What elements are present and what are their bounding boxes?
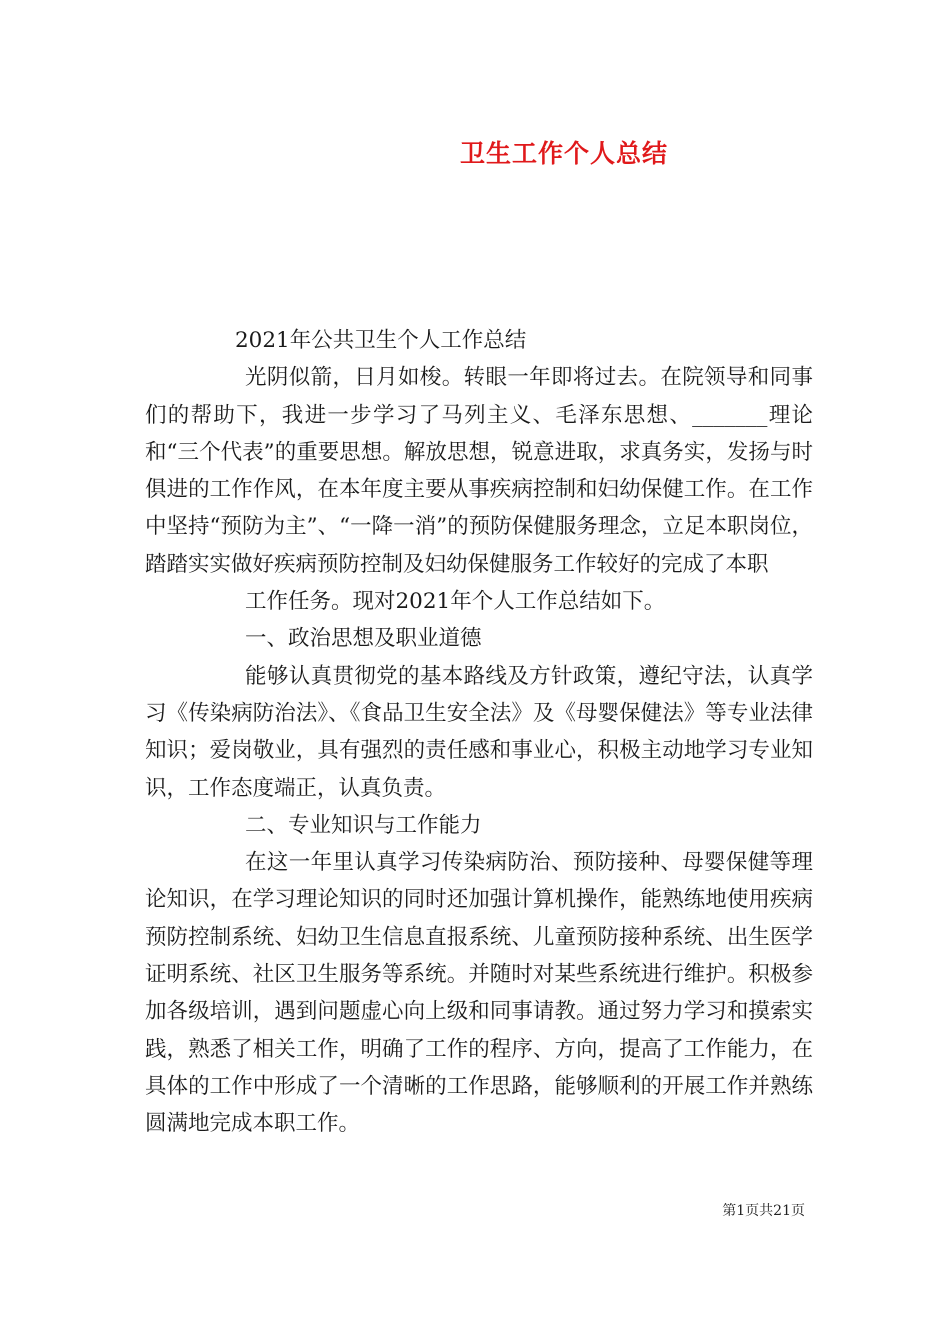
- document-title: 卫生工作个人总结: [459, 139, 668, 168]
- paragraph-skills: 在这一年里认真学习传染病防治、预防接种、母婴保健等理论知识，在学习理论知识的同时还加强计算机操作，能熟练地使用疾病预防控制系统、妇幼卫生信息直报系统、儿童预防接种系统、出生医学证明系统、社区卫生服务等系统。并随时对某些系统进行维护。积极参加各级培训，遇到问题虚心向上级和同事请教。通过努力学习和摸索实践，熟悉了相关工作，明确了工作的程序、方向，提高了工作能力，在具体的工作中形成了一个清晰的工作思路，能够顺利的开展工作并熟练圆满地完成本职工作。: [145, 850, 813, 1137]
- paragraph-intro-continued: 工作任务。现对2021年个人工作总结如下。: [245, 589, 666, 615]
- page-number-footer: 第1页共21页: [722, 1203, 805, 1219]
- document-body: [145, 322, 813, 1143]
- document-subtitle: 2021年公共卫生个人工作总结: [235, 328, 527, 353]
- paragraph-politics: 能够认真贯彻党的基本路线及方针政策，遵纪守法，认真学习《传染病防治法》、《食品卫生安全法》及《母婴保健法》等专业法律知识；爱岗敬业，具有强烈的责任感和事业心，积极主动地学习专业知识，工作态度端正，认真负责。: [145, 663, 813, 801]
- section-heading-politics: 一、政治思想及职业道德: [245, 626, 482, 652]
- section-heading-skills: 二、专业知识与工作能力: [245, 812, 482, 838]
- paragraph-intro: 光阴似箭，日月如梭。转眼一年即将过去。在院领导和同事们的帮助下，我进一步学习了马列主义、毛泽东思想、_______理论和“三个代表”的重要思想。解放思想，锐意进取，求真务实，发扬与时俱进的工作作风，在本年度主要从事疾病控制和妇幼保健工作。在工作中坚持“预防为主”、“一降一消”的预防保健服务理念，立足本职岗位，踏踏实实做好疾病预防控制及妇幼保健服务工作较好的完成了本职: [145, 365, 813, 577]
